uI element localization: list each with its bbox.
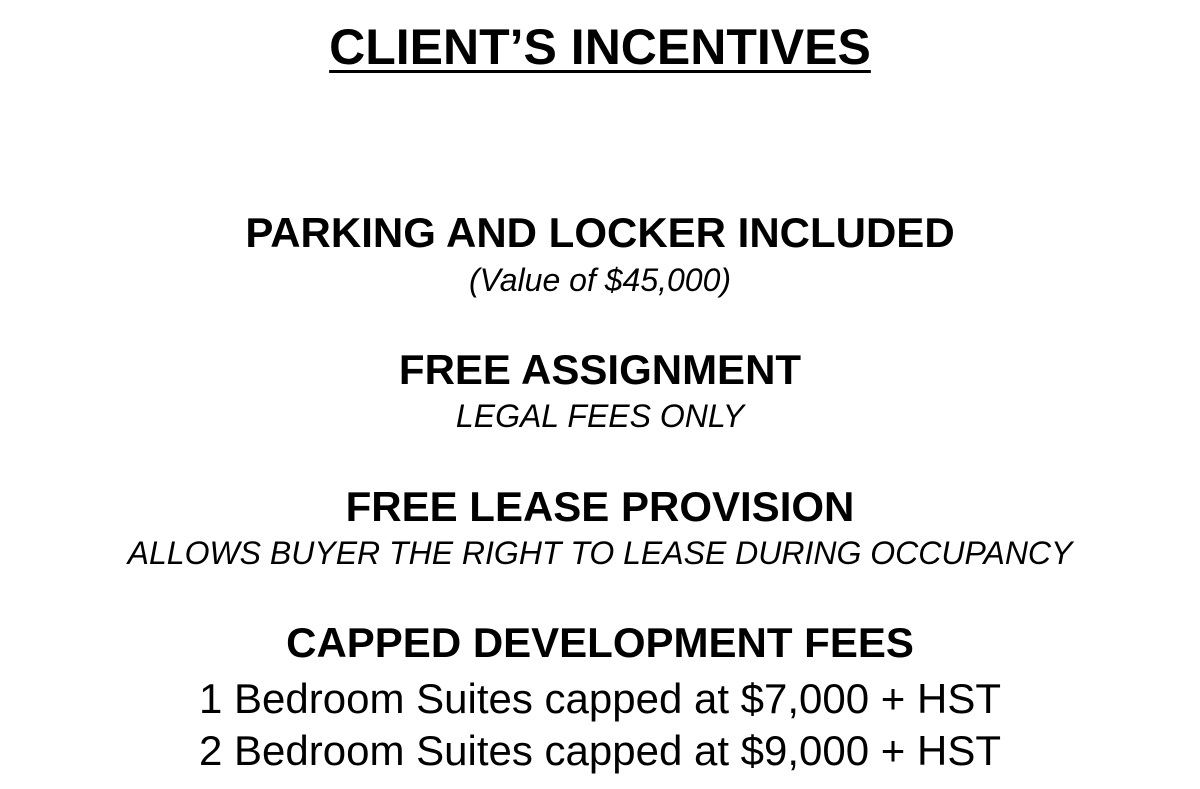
section-subtext-legal-fees: LEGAL FEES ONLY bbox=[455, 398, 745, 434]
section-heading-parking-locker: PARKING AND LOCKER INCLUDED bbox=[245, 209, 955, 256]
fee-line-2-bedroom: 2 Bedroom Suites capped at $9,000 + HST bbox=[199, 727, 1001, 774]
fee-line-1-bedroom: 1 Bedroom Suites capped at $7,000 + HST bbox=[199, 675, 1001, 722]
page-title: CLIENT’S INCENTIVES bbox=[329, 19, 871, 75]
section-heading-free-lease: FREE LEASE PROVISION bbox=[345, 483, 855, 530]
section-subtext-lease-right: ALLOWS BUYER THE RIGHT TO LEASE DURING OCCUPANCY bbox=[127, 535, 1073, 571]
section-heading-capped-fees: CAPPED DEVELOPMENT FEES bbox=[286, 619, 914, 666]
section-subtext-parking-value: (Value of $45,000) bbox=[468, 262, 732, 298]
section-heading-free-assignment: FREE ASSIGNMENT bbox=[398, 346, 802, 393]
